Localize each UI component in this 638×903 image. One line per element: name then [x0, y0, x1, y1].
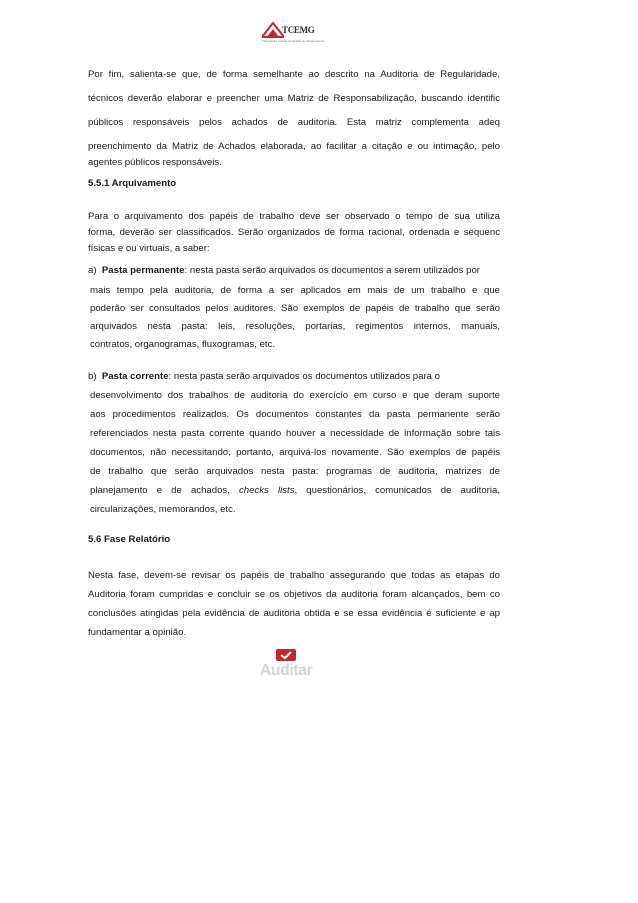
auditar-check-icon — [275, 648, 297, 662]
item-a-first-rest: : nesta pasta serão arquivados os documentos a serem utilizados por — [184, 265, 480, 276]
intro-line-1: Por fim, salienta-se que, de forma semelhante ao descrito na Auditoria de Regularidade, — [88, 69, 500, 80]
relatorio-line-4: fundamentar a opinião. — [88, 627, 187, 638]
item-b-line-6: de trabalho que serão arquivados nesta pasta: programas de auditoria, matrizes de — [90, 466, 500, 477]
auditar-logo — [256, 648, 316, 682]
intro-line-4: preenchimento da Matriz de Achados elaborada, ao facilitar a citação e ou intimação, pelo — [88, 141, 500, 152]
arquivamento-line-1: Para o arquivamento dos papéis de trabalho deve ser observado o tempo de sua utiliza — [88, 211, 500, 222]
item-a-line-4: arquivados nesta pasta: leis, resoluções, portarias, regimentos internos, manuais, — [90, 321, 500, 332]
intro-line-2: técnicos deverão elaborar e preencher uma Matriz de Responsabilização, buscando identific — [88, 93, 500, 104]
arquivamento-line-2: forma, deverão ser classificados. Serão organizados de forma racional, ordenada e sequenc — [88, 227, 500, 238]
item-b-line-5: documentos, não necessitando, portanto, arquivá-los novamente. São exemplos de papéis — [90, 447, 500, 458]
relatorio-line-3: conclusões atingidas pela evidência de auditoria obtida e se essa evidência é suficiente e ap — [88, 608, 500, 619]
item-b-term: Pasta corrente — [101, 371, 169, 382]
item-b-line-2: desenvolvimento dos trabalhos de auditoria do exercício em curso e que deram suporte — [90, 390, 500, 401]
item-b-first-line — [88, 370, 440, 383]
item-b-line-7-pre: planejamento e de achados, — [90, 485, 239, 496]
tcemg-tagline: Tribunal de Contas do Estado de Minas Gerais — [262, 39, 325, 43]
item-b-line-8: circularizações, memorandos, etc. — [90, 504, 236, 515]
item-a-line-5: contratos, organogramas, fluxogramas, etc. — [90, 339, 276, 350]
item-b-line-4: referenciados nesta pasta corrente quando houver a necessidade de informação sobre tais — [90, 428, 500, 439]
relatorio-line-1: Nesta fase, devem-se revisar os papéis de trabalho assegurando que todas as etapas do — [88, 570, 500, 581]
item-a-line-2: mais tempo pela auditoria, de forma a ser aplicados em mais de um trabalho e que — [90, 285, 500, 296]
item-b-line-3: aos procedimentos realizados. Os documentos constantes da pasta permanente serão — [90, 409, 500, 420]
item-a-line-3: poderão ser consultados pelos auditores. São exemplos de papéis de trabalho que serão — [90, 303, 500, 314]
auditar-wordmark: Auditar — [259, 662, 313, 679]
document-body — [88, 0, 500, 903]
item-a-marker: a) — [88, 265, 97, 276]
section-heading-fase-relatorio: 5.6 Fase Relatório — [88, 534, 171, 545]
item-b-italic-term: checks lists — [239, 485, 295, 496]
item-a-first-line — [88, 264, 480, 277]
item-b-marker: b) — [88, 371, 97, 382]
item-b-first-rest: : nesta pasta serão arquivados os documentos utilizados para o — [168, 371, 440, 382]
intro-line-3: públicos responsáveis pelos achados de auditoria. Esta matriz complementa adeq — [88, 117, 500, 128]
item-b-line-7-post: , questionários, comunicados de auditoria, — [294, 485, 500, 496]
relatorio-line-2: Auditoria foram cumpridas e concluir se os objetivos da auditoria foram alcançados, bem co — [88, 589, 500, 600]
item-a-term: Pasta permanente — [101, 265, 185, 276]
section-heading-arquivamento: 5.5.1 Arquivamento — [88, 178, 177, 189]
arquivamento-line-3: físicas e ou virtuais, a saber: — [88, 243, 210, 254]
tcemg-brand-text: TCEMG — [282, 25, 315, 35]
item-b-line-7 — [90, 484, 500, 497]
intro-line-5: agentes públicos responsáveis. — [88, 157, 222, 168]
